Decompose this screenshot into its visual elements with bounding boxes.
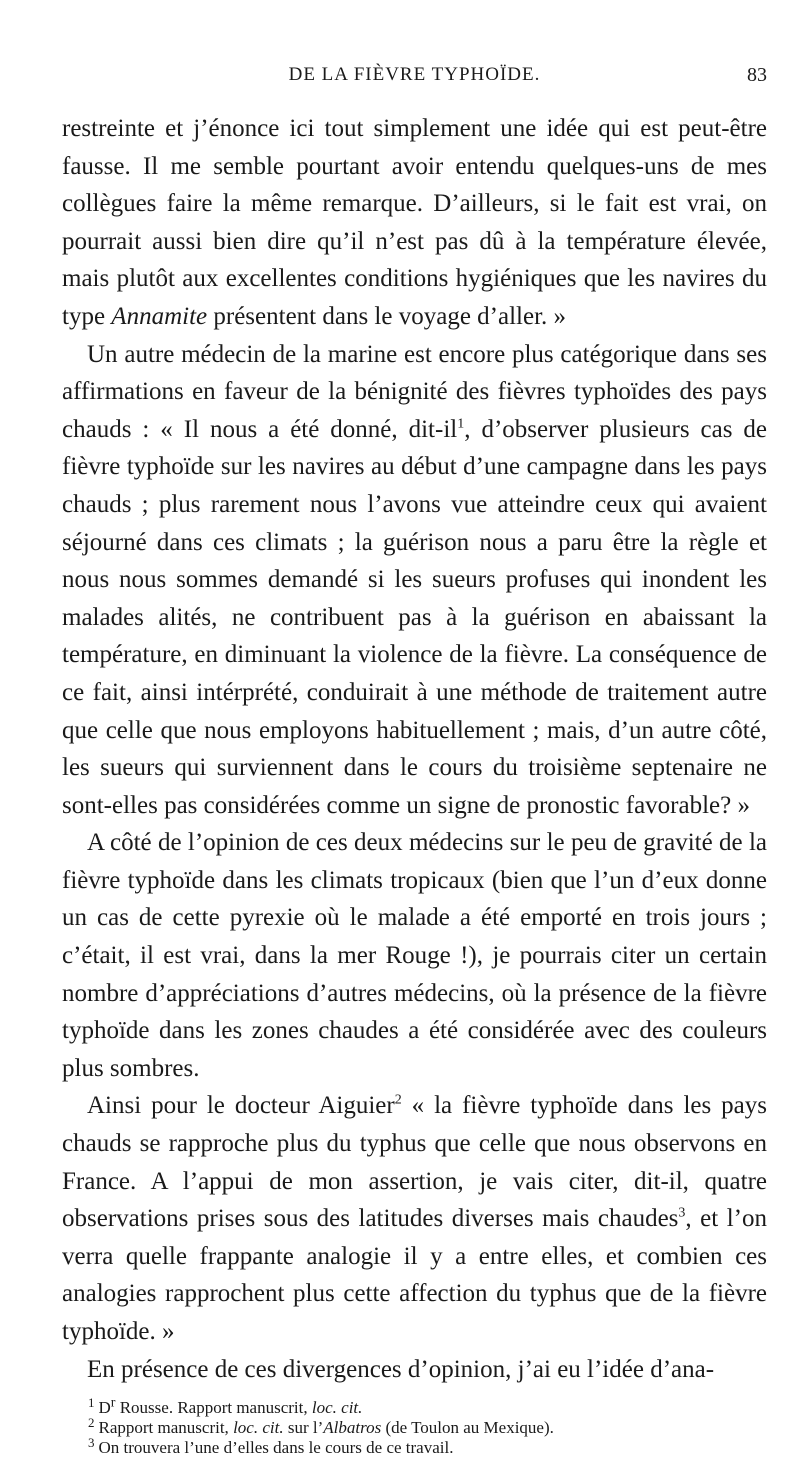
footnote-italic: Albatros <box>323 1418 382 1438</box>
footnote-ref: 2 <box>394 1093 402 1109</box>
footnote-ref: 3 <box>678 1205 686 1221</box>
paragraph-3: A côté de l’opinion de ces deux médecins sur le peu de gravité de la fièvre typhoïde dans les climats tropicaux (bien que l’un d’eux donne un cas de cette pyrexie où le malade a été emporté en trois jours ; c’était, il est vrai, dans la mer Rouge !), je pourrais citer un certain nombre d’appréciations d’autres médecins, où la présence de la fièvre typhoïde dans les zones chaudes a été considérée avec des couleurs plus sombres. <box>62 829 767 1082</box>
footnote-abbrev: r <box>110 1395 116 1411</box>
text-run: restreinte et j’énonce ici tout simplement une idée qui est peut-être fausse. Il me semble pourtant avoir entendu quelques-uns de mes collègues faire la même remarque. D’ailleurs, si le fait est vrai, on pourrait aussi bien dire qu’il n’est pas dû à la température élevée, mais plutôt aux excellentes conditions hygiéniques que les navires du type <box>62 115 767 330</box>
paragraph-5: En présence de ces divergences d’opinion, j’ai eu l’idée d’ana- <box>87 1355 715 1383</box>
text-run: présentent dans le voyage d’aller. » <box>207 302 567 330</box>
footnote-mark: 3 <box>88 1434 95 1450</box>
footnote-text: Rousse. Rapport manuscrit, <box>115 1398 312 1418</box>
footnote-italic: loc. cit. <box>311 1398 363 1418</box>
text-run: « la fièvre typhoïde dans les pays chauds se rapproche plus du typhus que celle que nous observons en France. A l’appui de mon assertion, je vais citer, dit-il, quatre observations prises sous des latitudes diverses mais chaudes <box>62 1092 767 1233</box>
footnote-mark: 2 <box>88 1414 95 1430</box>
footnote-1 <box>88 1394 767 1418</box>
running-title: DE LA FIÈVRE TYPHOÏDE. <box>288 64 541 85</box>
footnote-3 <box>88 1434 767 1458</box>
body-text <box>62 110 767 1388</box>
page <box>62 40 767 1458</box>
footnote-ref: 1 <box>457 416 465 432</box>
footnote-text: Rapport manuscrit, <box>98 1418 234 1438</box>
footnote-mark: 1 <box>88 1394 95 1410</box>
text-run: , et l’on verra quelle frappante analogie il y a entre elles, et combien ces analogies rapprochent plus cette affection du typhus que de la fièvre typhoïde. » <box>62 1205 767 1345</box>
page-number: 83 <box>747 64 767 86</box>
footnote-text: On trouvera l’une d’elles dans le cours de ce travail. <box>98 1438 454 1458</box>
paragraph-1 <box>62 110 767 336</box>
ship-name: Annamite <box>111 302 208 330</box>
text-run: , d’observer plusieurs cas de fièvre typhoïde sur les navires au début d’une campagne dans les pays chauds ; plus rarement nous l’avons vue atteindre ceux qui avaient séjourné dans ces climats ; la guérison nous a paru être la règle et nous nous sommes demandé si les sueurs profuses qui inondent les malades alités, ne contribuent pas à la guérison en abaissant la température, en diminuant la violence de la fièvre. La conséquence de ce fait, ainsi intérprété, conduirait à une méthode de traitement autre que celle que nous employons habituellement ; mais, d’un autre côté, les sueurs qui surviennent dans le cours du troisième septenaire ne sont-elles pas considérées comme un signe de pronostic favorable? » <box>62 415 768 819</box>
footnote-text: D <box>98 1398 111 1418</box>
paragraph-4 <box>62 1087 767 1350</box>
footnote-text: sur l’ <box>283 1418 324 1438</box>
page-header <box>62 40 767 110</box>
footnote-italic: loc. cit. <box>233 1418 284 1438</box>
text-run: Un autre médecin de la marine est encore plus catégorique dans ses affirmations en faveur de la bénignité des fièvres typhoïdes des pays chauds : « Il nous a été donné, dit-il <box>62 340 767 443</box>
footnote-2 <box>88 1414 767 1438</box>
footnotes <box>62 1394 767 1458</box>
paragraph-2 <box>62 336 767 825</box>
footnote-text: (de Toulon au Mexique). <box>381 1418 554 1438</box>
text-run: Ainsi pour le docteur Aiguier <box>87 1092 395 1120</box>
